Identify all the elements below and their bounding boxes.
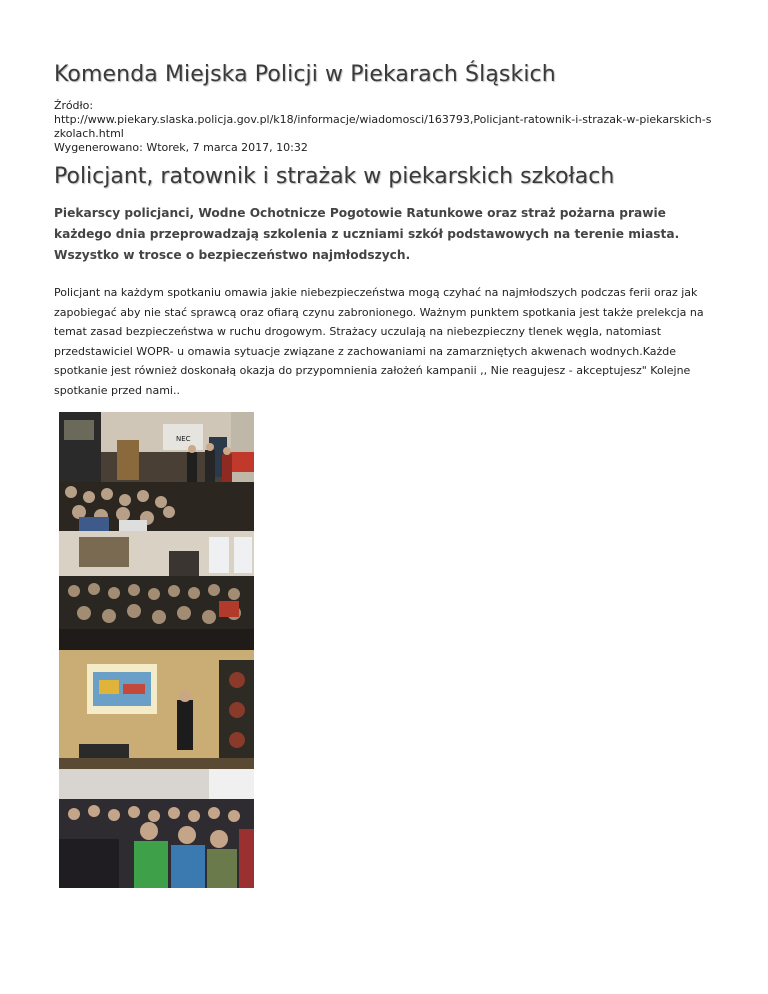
meta-info xyxy=(54,99,714,155)
photo-hall-audience[interactable] xyxy=(59,531,254,650)
source-label: Źródło: xyxy=(54,99,94,112)
photo-seated-children[interactable] xyxy=(59,769,254,888)
site-title: Komenda Miejska Policji w Piekarach Śląskich xyxy=(54,62,556,87)
generated-date: Wygenerowano: Wtorek, 7 marca 2017, 10:32 xyxy=(54,141,308,154)
photo-gallery xyxy=(59,412,254,888)
article-title: Policjant, ratownik i strażak w piekarskich szkołach xyxy=(54,164,615,189)
projector-screen-text: NEC xyxy=(176,435,191,443)
article-body: Policjant na każdym spotkaniu omawia jakie niebezpieczeństwa mogą czyhać na najmłodszych podczas ferii oraz jak zapobiegać aby nie stać sprawcą oraz ofiarą czynu zabronionego. Ważnym punktem spotkania jest także prelekcja na temat zasad bezpieczeństwa w ruchu drogowym. Strażacy uczulają na niebezpieczny tlenek węgla, natomiast przedstawiciel WOPR- u omawia sytuacje związane z zachowaniami na zamarzniętych akwenach wodnych.Każde spotkanie jest również doskonałą okazja do przypomnienia założeń kampanii ,, Nie reagujesz - akceptujesz" Kolejne spotkanie przed nami.. xyxy=(54,286,704,397)
photo-projector-presentation[interactable] xyxy=(59,650,254,769)
source-url[interactable]: http://www.piekary.slaska.policja.gov.pl/k18/informacje/wiadomosci/163793,Policjant-ratownik-i-strazak-w-piekarskich-szkolach.html xyxy=(54,113,712,140)
article-lead: Piekarscy policjanci, Wodne Ochotnicze Pogotowie Ratunkowe oraz straż pożarna prawie każdego dnia przeprowadzają szkolenia z uczniami szkół podstawowych na terenie miasta. Wszystko w trosce o bezpieczeństwo najmłodszych. xyxy=(54,206,680,262)
photo-classroom-presenters[interactable] xyxy=(59,412,254,531)
